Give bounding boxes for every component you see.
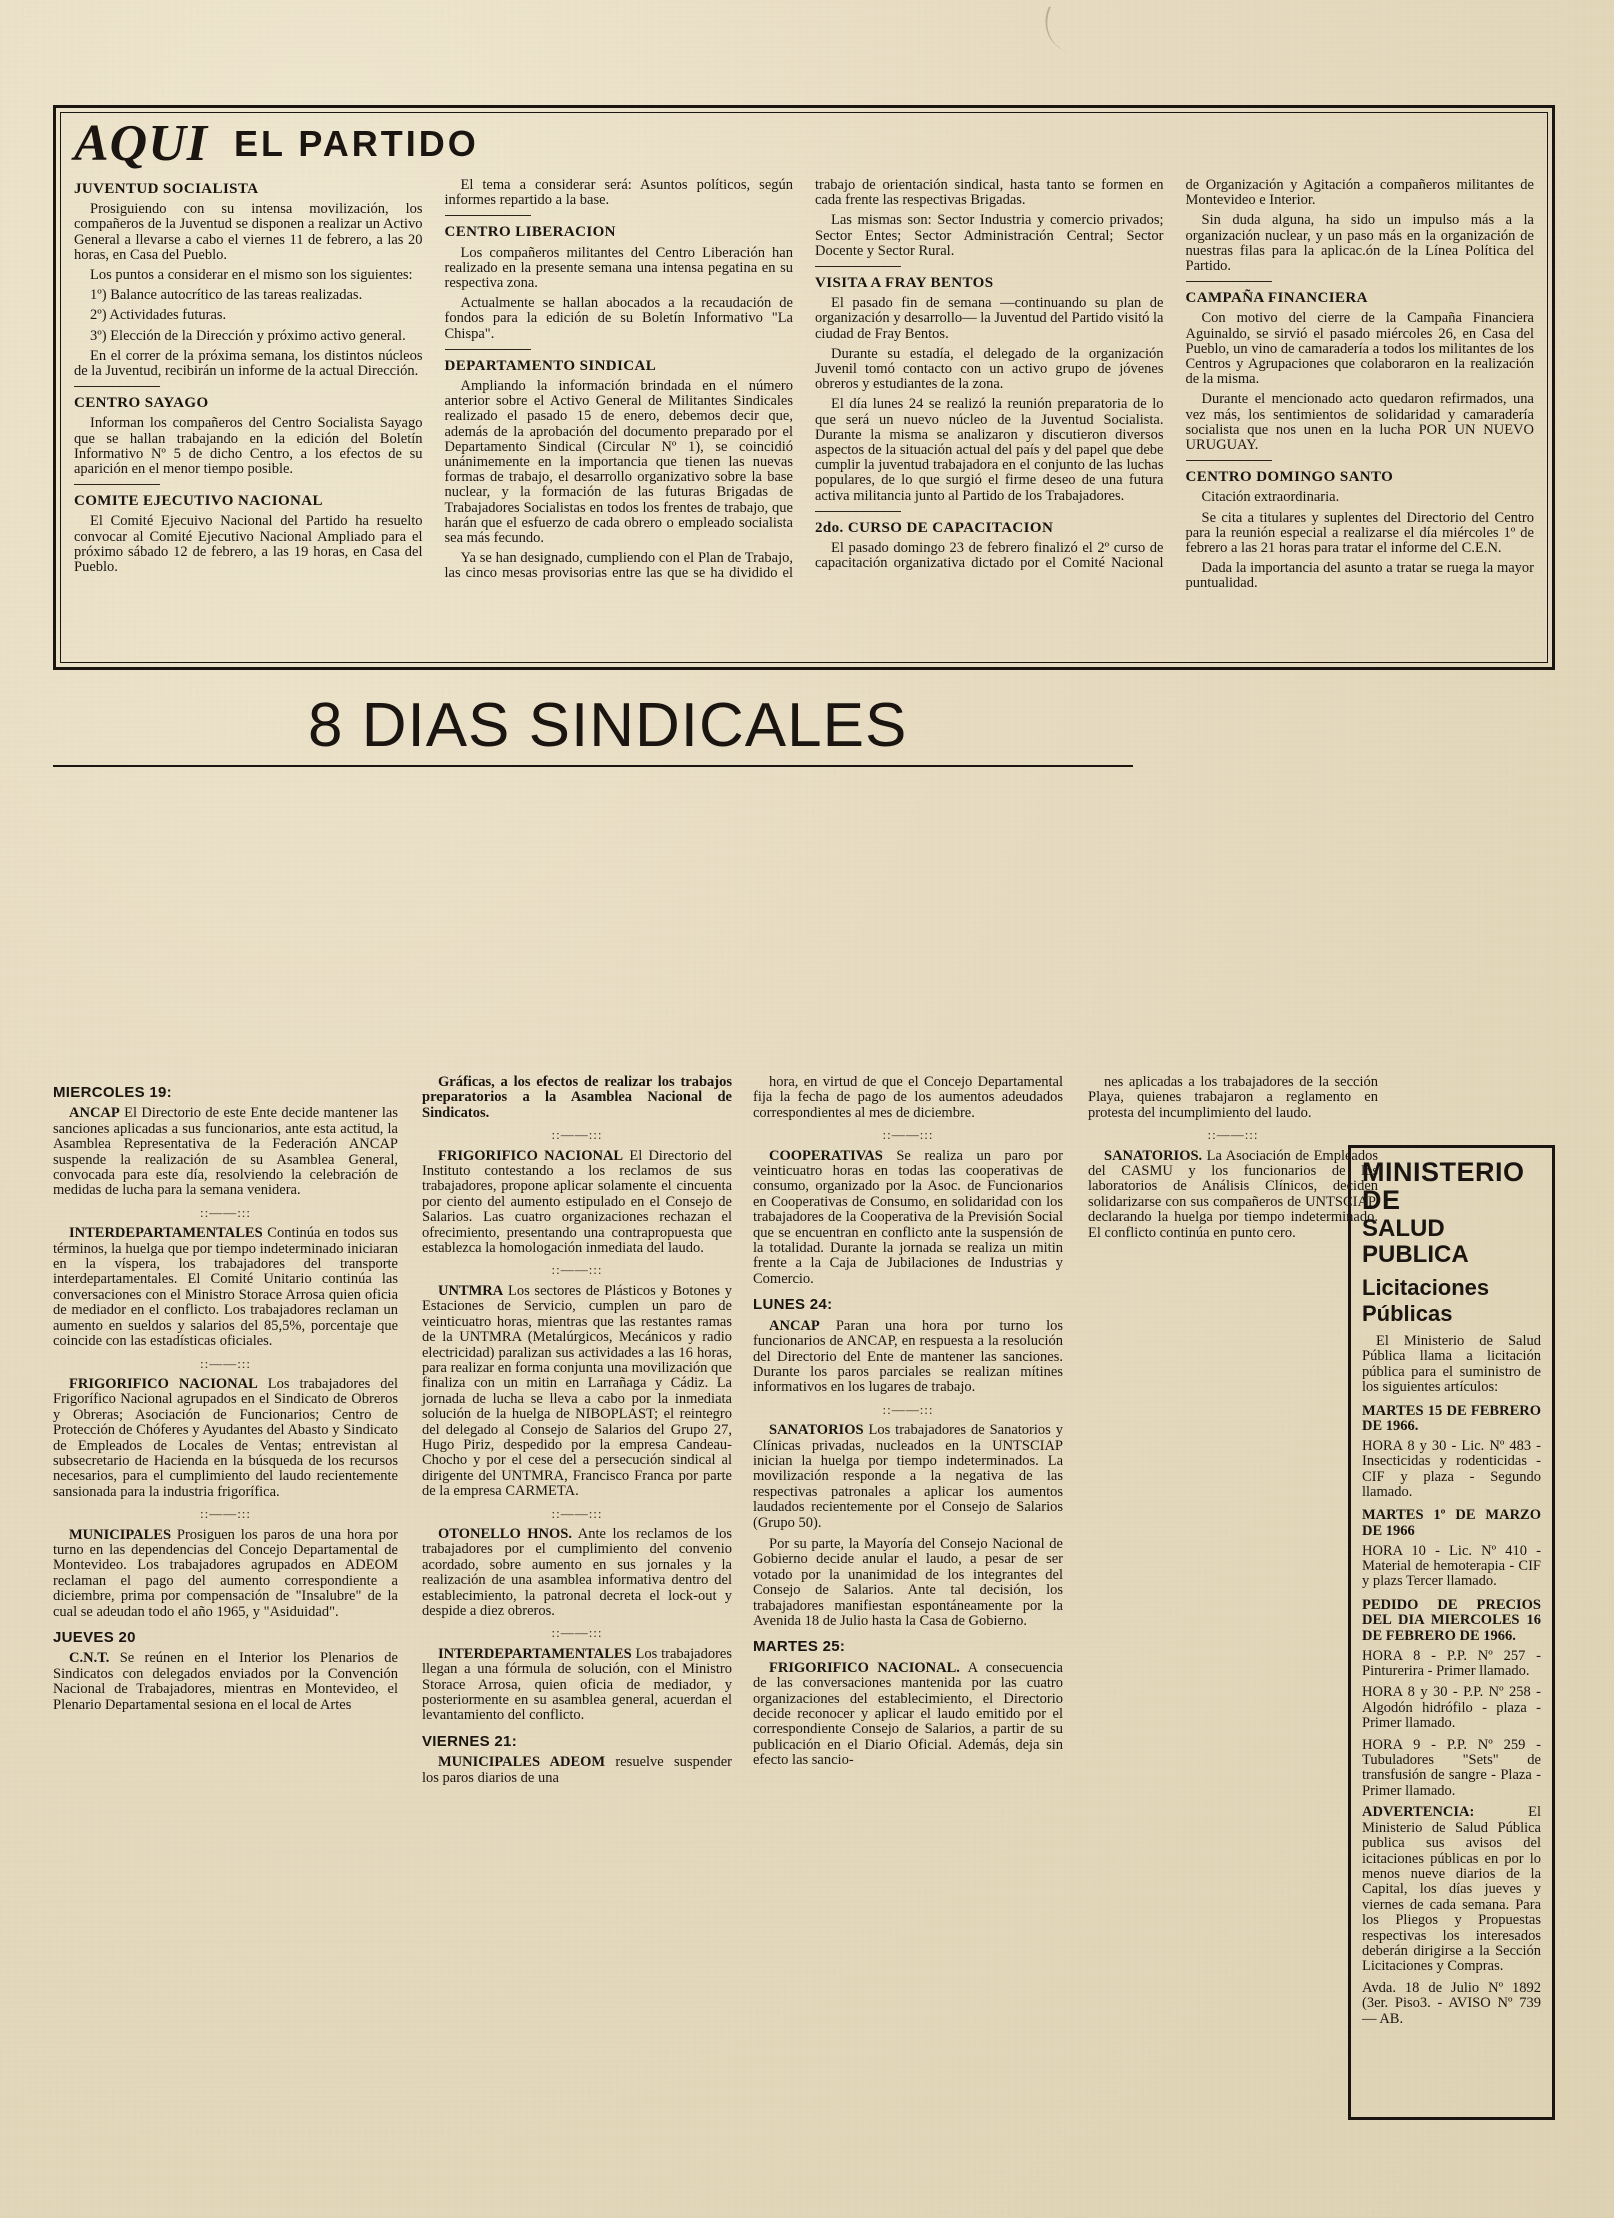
- item-separator: ::——:::: [882, 1401, 934, 1417]
- news-text: El Directorio del Instituto contestando a los reclamos de sus trabajadores, propone aplicar solamente el cincuenta por ciento del aumento estipulado en el Consejo de Salarios. Las cuatro organizaciones rechazan el ofrecimiento, presentando una contrapropuesta que establezca la homologación inmediata del laudo.: [422, 1147, 733, 1257]
- party-paragraph: Ya se han designado, cumpliendo con el Plan de Trabajo, las cinco mesas provisorias entre las que se ha dividido el trabajo de orientación sindical, hasta tanto se formen en cada frente las respectivas Brigadas.: [444, 177, 1164, 582]
- licitacion-detail: HORA 10 - Lic. Nº 410 - Material de hemoterapia - CIF y plazs Tercer llamado.: [1362, 1542, 1541, 1590]
- news-text: nes aplicadas a los trabajadores de la sección Playa, quienes trabajaron a reglamento en protesta del incumplimiento del laudo.: [1088, 1074, 1378, 1121]
- licitacion-date-heading: PEDIDO DE PRECIOS DEL DIA MIERCOLES 16 DE FEBRERO DE 1966.: [1362, 1596, 1541, 1645]
- news-paragraph: [422, 1075, 732, 1121]
- news-lead: SANATORIOS.: [1104, 1147, 1203, 1164]
- day-label: JUEVES 20: [53, 1629, 136, 1646]
- party-paragraph: Durante el mencionado acto quedaron refirmados, una vez más, los sentimientos de solidaridad y camaradería socialista que nos unen en la lucha POR UN NUEVO URUGUAY.: [1185, 391, 1534, 454]
- news-text: Continúa en todos sus términos, la huelga que por tiempo indeterminado iniciaran en la víspera, los trabajadores del transporte interdepartamentales. El Comité Unitario continúa las conversaciones con el Ministro Storace Arrosa quien oficia de mediador en el conflicto. Los trabajadores reclaman un aumento en sueldos y salarios del 85,5%, porcentaje que coincide con las estadísticas oficiales.: [53, 1225, 398, 1350]
- item-separator: ::——:::: [199, 1204, 252, 1220]
- news-lead: C.N.T.: [69, 1650, 110, 1667]
- pen-mark: [1032, 6, 1089, 53]
- news-paragraph: [422, 1647, 732, 1724]
- news-lead: FRIGORIFICO NACIONAL: [438, 1147, 624, 1164]
- party-paragraph: Durante su estadía, el delegado de la organización Juvenil tomó contacto con un activo grupo de jóvenes obreros y estudiantes de la zona.: [815, 345, 1164, 393]
- party-paragraph: Ampliando la información brindada en el número anterior sobre el Activo General de Militantes Sindicales realizado el pasado 15 de enero, debemos decir que, además de la aprobación del documento preparado por el Departamento Sindical (Circular Nº 1), se coincidió unánimemente en la importancia que tienen las nuevas formas de trabajo, el desarrollo organizativo sobre la base nuclear, y la formación de las futuras Brigadas de Trabajadores Socialistas en todos los frentes de trabajo, que harán que el esfuerzo de cada obrero o empleado socialista sea más fecundo.: [444, 378, 793, 547]
- day-label: LUNES 24:: [753, 1296, 833, 1314]
- licitacion-detail: HORA 8 y 30 - Lic. Nº 483 - Insecticidas y rodenticidas - CIF y plaza - Segundo llamado.: [1362, 1437, 1541, 1501]
- licitacion-date-heading: MARTES 1º DE MARZO DE 1966: [1362, 1507, 1541, 1540]
- news-text: Los trabajadores llegan a una fórmula de solución, con el Ministro Storace Arrosa, quien oficia de mediador, y posteriormente en su asamblea general, acuerdan el levantamiento del conflicto.: [422, 1645, 732, 1724]
- item-separator: ::——:::: [199, 1355, 252, 1371]
- section-masthead: [74, 115, 1538, 176]
- dias-sindicales-heading: 8 DIAS SINDICALES: [308, 691, 908, 760]
- ministerio-salud-publica-ad: [1348, 1145, 1555, 2120]
- news-text: resuelve suspender los paros diarios de una: [422, 1754, 733, 1786]
- news-paragraph: [422, 1527, 732, 1619]
- ministerio-items: [1362, 1404, 1541, 1800]
- masthead-el-partido: EL PARTIDO: [234, 123, 479, 164]
- ministerio-address: Avda. 18 de Julio Nº 1892 (3er. Piso3. - AVISO Nº 739 — AB.: [1362, 1979, 1541, 2027]
- news-text: Paran una hora por turno los funcionarios de ANCAP, en respuesta a la resolución del Directorio del Ente de mantener las sanciones. Durante los paros parciales se realizan mítines informativos en los lugares de trabajo.: [753, 1317, 1063, 1396]
- news-text: A consecuencia de las conversaciones mantenida por las cuatro organizaciones del establecimiento, el Directorio decide reconocer y aplicar el laudo emitido por el correspondiente Consejo de Salarios, a partir de su publicación en el Diario Oficial. Además, deja sin efecto las sancio-: [753, 1659, 1063, 1769]
- party-paragraph: Los compañeros militantes del Centro Liberación han realizado en la presente semana una intensa pegatina en su respectiva zona.: [444, 244, 793, 292]
- party-paragraph: Con motivo del cierre de la Campaña Financiera Aguinaldo, se sirvió el pasado miércoles 26, en Casa del Pueblo, un vino de camaradería a todos los militantes de los Centros y Agrupaciones que colaboraron en la realización de la misma.: [1185, 310, 1534, 388]
- party-paragraph: El tema a considerar será: Asuntos políticos, según informes repartido a la base.: [444, 177, 793, 209]
- news-paragraph: [53, 1651, 398, 1713]
- news-lead: MUNICIPALES: [69, 1526, 172, 1543]
- party-paragraph: 2º) Actividades futuras.: [90, 307, 227, 324]
- news-text: Los trabajadores de Sanatorios y Clínicas privadas, nucleados en la UNTSCIAP inician la huelga por tiempo indeterminados. La movilización responde a la negativa de las respectivas patronales a aplicar los aumentos laudados recientemente por el Consejo de Salarios (Grupo 50).: [753, 1422, 1063, 1531]
- licitacion-detail: HORA 9 - P.P. Nº 259 - Tubuladores "Sets" de transfusión de sangre - Plaza - Primer llamado.: [1362, 1736, 1541, 1799]
- news-paragraph: [53, 1528, 398, 1620]
- news-paragraph: [753, 1423, 1063, 1531]
- news-paragraph: [1088, 1075, 1378, 1121]
- news-paragraph: [753, 1319, 1063, 1396]
- party-paragraph: Actualmente se hallan abocados a la recaudación de fondos para la edición de su Boletín Informativo "La Chispa".: [444, 295, 793, 342]
- news-text: Se realiza un paro por veinticuatro horas en todas las cooperativas de consumo, organizado por la Asoc. de Funcionarios en Cooperativas de Consumo, en solidaridad con los trabajadores de la Cooperativa de la Previsión Social que se encuentran en conflicto ante la suspensión de la totalidad. Durante la jornada se realiza un mitin frente a la Caja de Jubilaciones de Industrias y Comercio.: [753, 1147, 1063, 1287]
- party-paragraph: Sin duda alguna, ha sido un impulso más a la organización nuclear, y un paso más en la organización de nuestras filas para la aplicac.ón de la Línea Política del Partido.: [1185, 212, 1534, 275]
- column-3: [753, 1075, 1063, 1775]
- news-paragraph: [753, 1537, 1063, 1629]
- party-paragraph: Citación extraordinaria.: [1201, 489, 1340, 506]
- party-paragraph: El Comité Ejecuivo Nacional del Partido ha resuelto convocar al Comité Ejecutivo Nacional Ampliado para el próximo sábado 12 de febrero, a las 19 horas, en Casa del Pueblo.: [74, 513, 423, 576]
- news-text: Los trabajadores del Frigorífico Nacional agrupados en el Sindicato de Obreros y Obreras; Asociación de Funcionarios; Centro de Protección de Chóferes y Ayudantes del Abasto y Sindicato de Empleados de Locales de Ventas; entrevistan al subsecretario de Hacienda en la búsqueda de los recursos necesarios, para el cumplimiento del laudo recientemente sansionada para la industria frigorífica.: [53, 1375, 398, 1500]
- party-section-heading: 2do. CURSO DE CAPACITACION: [815, 519, 1054, 536]
- news-lead: ANCAP: [69, 1105, 120, 1122]
- news-lead: OTONELLO HNOS.: [438, 1525, 572, 1542]
- news-lead: MUNICIPALES ADEOM: [438, 1754, 606, 1771]
- licitacion-date-heading: MARTES 15 DE FEBRERO DE 1966.: [1362, 1402, 1541, 1435]
- news-text: hora, en virtud de que el Concejo Departamental fija la fecha de pago de los aumentos adeudados correspondientes al mes de diciembre.: [753, 1074, 1063, 1121]
- party-paragraph: El pasado domingo 23 de febrero finalizó el 2º curso de capacitación organizativa dictado por el Comité Nacional de Organización y Agitación a compañeros militantes de Montevideo e Interior.: [815, 177, 1534, 572]
- news-paragraph: [422, 1284, 732, 1500]
- section-divider: [445, 215, 531, 216]
- news-paragraph: [753, 1075, 1063, 1121]
- aqui-el-partido-section: [53, 105, 1555, 670]
- advertencia-text: El Ministerio de Salud Pública publica sus avisos del icitaciones públicas en por lo menos nueve diarios de la Capital, los días jueves y viernes de cada semana. Para los Pliegos y Propuestas respectivas los interesados deberán dirigirse a la Sección Licitaciones y Compras.: [1362, 1804, 1541, 1975]
- news-text: Prosiguen los paros de una hora por turno en las dependencias del Concejo Departamental de Montevideo. Los trabajadores agrupados en ADEOM reclaman el pago del aumento correspondiente a diciembre, prima por compensación de "Insalubre" de la cual se adeudan todo el año 1965, y "Asiduidad".: [53, 1526, 398, 1620]
- party-paragraph: El día lunes 24 se realizó la reunión preparatoria de lo que será un nuevo núcleo de la Juventud Socialista. Durante la misma se analizaron y discutieron diversos aspectos de la situación actual del país y del papel que debe cumplir la juventud trabajadora en el conjunto de las luchas populares, de lo que surgió el firme deseo de una futura activa militancia junto al Partido de los Trabajadores.: [815, 396, 1164, 504]
- party-section-heading: CAMPAÑA FINANCIERA: [1185, 290, 1368, 307]
- news-lead: INTERDEPARTAMENTALES: [69, 1225, 263, 1242]
- news-paragraph: [422, 1149, 732, 1257]
- item-separator: ::——:::: [882, 1127, 934, 1143]
- news-paragraph: [53, 1377, 398, 1500]
- item-separator: ::——:::: [551, 1625, 603, 1641]
- section-divider: [815, 266, 901, 267]
- ministerio-title-line1: MINISTERIO DE: [1362, 1157, 1525, 1215]
- party-section-heading: DEPARTAMENTO SINDICAL: [444, 357, 657, 374]
- news-paragraph: [753, 1661, 1063, 1769]
- ministerio-subtitle: Licitaciones Públicas: [1362, 1275, 1490, 1326]
- party-news-columns: [70, 178, 1538, 648]
- party-section-heading: CENTRO DOMINGO SANTO: [1185, 469, 1394, 486]
- party-paragraph: Dada la importancia del asunto a tratar se ruega la mayor puntualidad.: [1185, 560, 1534, 592]
- section-divider: [74, 386, 160, 387]
- day-label: MIERCOLES 19:: [53, 1084, 172, 1101]
- party-paragraph: Se cita a titulares y suplentes del Directorio del Centro para la reunión especial a realizarse el día miércoles 1º de febrero a las 21 horas para tratar el informe del C.E.N.: [1185, 509, 1534, 557]
- party-section-heading: VISITA A FRAY BENTOS: [815, 275, 994, 292]
- news-text: Los sectores de Plásticos y Botones y Estaciones de Servicio, cumplen un paro de veinticuatro horas, mientras que las restantes ramas de la UNTMRA (Metalúrgicos, Mecánicos y radio electricidad) paralizan sus actividades a las 16 horas, para realizar en forma conjunta una movilización que finaliza con un mitin en Larrañaga y Cádiz. La jornada de lucha se lleva a cabo por la inmediata solución de la huelga de NIBOPLAST; el reintegro del delegado al Consejo de Salarios del Grupo 27, Hugo Piriz, despedido por la empresa Candeau-Chocho y por el cese del a persecución sindical al dirigente del UNTMRA, Francisco Franca por parte de la empresa CARMETA.: [422, 1282, 732, 1500]
- item-separator: ::——:::: [551, 1505, 603, 1521]
- ministerio-title-line2: SALUD PUBLICA: [1362, 1215, 1469, 1268]
- news-paragraph: [422, 1755, 732, 1786]
- party-section-heading: JUVENTUD SOCIALISTA: [74, 181, 259, 197]
- party-paragraph: Prosiguiendo con su intensa movilización, los compañeros de la Juventud se disponen a realizar un Activo General a llevarse a cabo el viernes 11 de febrero, a las 20 horas, en Casa del Pueblo.: [74, 201, 423, 263]
- news-text: Se reúnen en el Interior los Plenarios de Sindicatos con delegados enviados por la Convención Nacional de Trabajadores, mientras en Montevideo, el Plenario Departamental sesiona en el local de Artes: [53, 1650, 398, 1713]
- item-separator: ::——:::: [551, 1127, 603, 1143]
- day-label: MARTES 25:: [753, 1638, 846, 1656]
- news-text: Por su parte, la Mayoría del Consejo Nacional de Gobierno decide anular el laudo, a pesar de ser votado por la unanimidad de los integrantes del Consejo de Salarios. Ante tal decisión, los trabajadores manifiestan espontáneamente por la Avenida 18 de Julio hasta la Casa de Gobierno.: [753, 1535, 1063, 1629]
- news-text: Ante los reclamos de los trabajadores por el cumplimiento del convenio acordado, sobre aumento en sus jornales y la realización de una asamblea informativa dentro del establecimiento, la patronal decreta el lock-out y despide a diez obreros.: [422, 1525, 732, 1619]
- news-lead: FRIGORIFICO NACIONAL: [69, 1375, 258, 1392]
- dias-sindicales-title: [53, 690, 1555, 761]
- news-text: Gráficas, a los efectos de realizar los trabajos preparatorios a la Asamblea Nacional de Sindicatos.: [422, 1074, 732, 1121]
- column-4: [1088, 1075, 1378, 1247]
- item-separator: ::——:::: [551, 1262, 603, 1278]
- day-label: VIERNES 21:: [422, 1732, 517, 1750]
- advertencia-label: ADVERTENCIA:: [1362, 1804, 1475, 1821]
- section-divider: [1186, 460, 1272, 461]
- party-paragraph: En el correr de la próxima semana, los distintos núcleos de la Juventud, recibirán un informe de la actual Dirección.: [74, 347, 423, 380]
- masthead-aqui: AQUI: [74, 115, 209, 172]
- party-paragraph: 1º) Balance autocrítico de las tareas realizadas.: [90, 287, 363, 304]
- news-text: El Directorio de este Ente decide mantener las sanciones aplicadas a sus funcionarios, ante esta actitud, la Asamblea Representativa de la Federación ANCAP suspende la realización de su Asamblea General, convocada para este día, resolviendo la celebración de medidas de lucha para la semana venidera.: [53, 1105, 398, 1199]
- section-divider: [1186, 281, 1272, 282]
- ministerio-advertencia: [1362, 1805, 1541, 1974]
- news-lead: COOPERATIVAS: [769, 1147, 883, 1164]
- news-paragraph: [753, 1149, 1063, 1288]
- news-lead: SANATORIOS: [769, 1422, 864, 1439]
- column-2: [422, 1075, 732, 1792]
- news-text: La Asociación de Empleados del CASMU y los funcionarios de los laboratorios de Análisis Clínicos, deciden solidarizarse con sus compañeros de UNTSCIAP, declarando la huelga por tiempo indeterminado. El conflicto continúa en punto cero.: [1088, 1147, 1378, 1241]
- item-separator: ::——:::: [1207, 1127, 1259, 1143]
- section-divider: [74, 484, 160, 485]
- party-paragraph: El pasado fin de semana —continuando su plan de organización y desarrollo— la Juventud del Partido visitó la ciudad de Fray Bentos.: [815, 295, 1164, 342]
- party-section-heading: CENTRO SAYAGO: [74, 395, 209, 412]
- party-paragraph: 3º) Elección de la Dirección y próximo activo general.: [90, 327, 406, 344]
- ministerio-intro: El Ministerio de Salud Pública llama a licitación pública para el suministro de los siguientes artículos:: [1362, 1333, 1541, 1396]
- licitacion-detail: HORA 8 - P.P. Nº 257 - Pinturerira - Primer llamado.: [1362, 1647, 1541, 1680]
- news-lead: ANCAP: [769, 1317, 820, 1334]
- party-section-heading: COMITE EJECUTIVO NACIONAL: [74, 493, 323, 510]
- party-paragraph: Informan los compañeros del Centro Socialista Sayago que se hallan trabajando en la edición del Boletín Informativo Nº 5 de dicho Centro, a los efectos de su aparición en el menor tiempo posible.: [74, 415, 423, 478]
- news-lead: FRIGORIFICO NACIONAL.: [769, 1659, 960, 1676]
- column-1: [53, 1075, 398, 1719]
- title-rule: [53, 765, 1133, 767]
- party-section-heading: CENTRO LIBERACION: [444, 224, 616, 241]
- news-paragraph: [53, 1106, 398, 1198]
- party-paragraph: Las mismas son: Sector Industria y comercio privados; Sector Entes; Sector Administración Central; Sector Docente y Sector Rural.: [815, 212, 1164, 259]
- news-lead: INTERDEPARTAMENTALES: [438, 1645, 632, 1662]
- party-paragraph: Los puntos a considerar en el mismo son los siguientes:: [90, 267, 413, 284]
- section-divider: [815, 511, 901, 512]
- licitacion-detail: HORA 8 y 30 - P.P. Nº 258 - Algodón hidrófilo - plaza - Primer llamado.: [1362, 1684, 1541, 1732]
- section-divider: [445, 349, 531, 350]
- news-paragraph: [1088, 1149, 1378, 1241]
- news-paragraph: [53, 1226, 398, 1349]
- item-separator: ::——:::: [199, 1506, 252, 1522]
- news-lead: UNTMRA: [438, 1282, 504, 1299]
